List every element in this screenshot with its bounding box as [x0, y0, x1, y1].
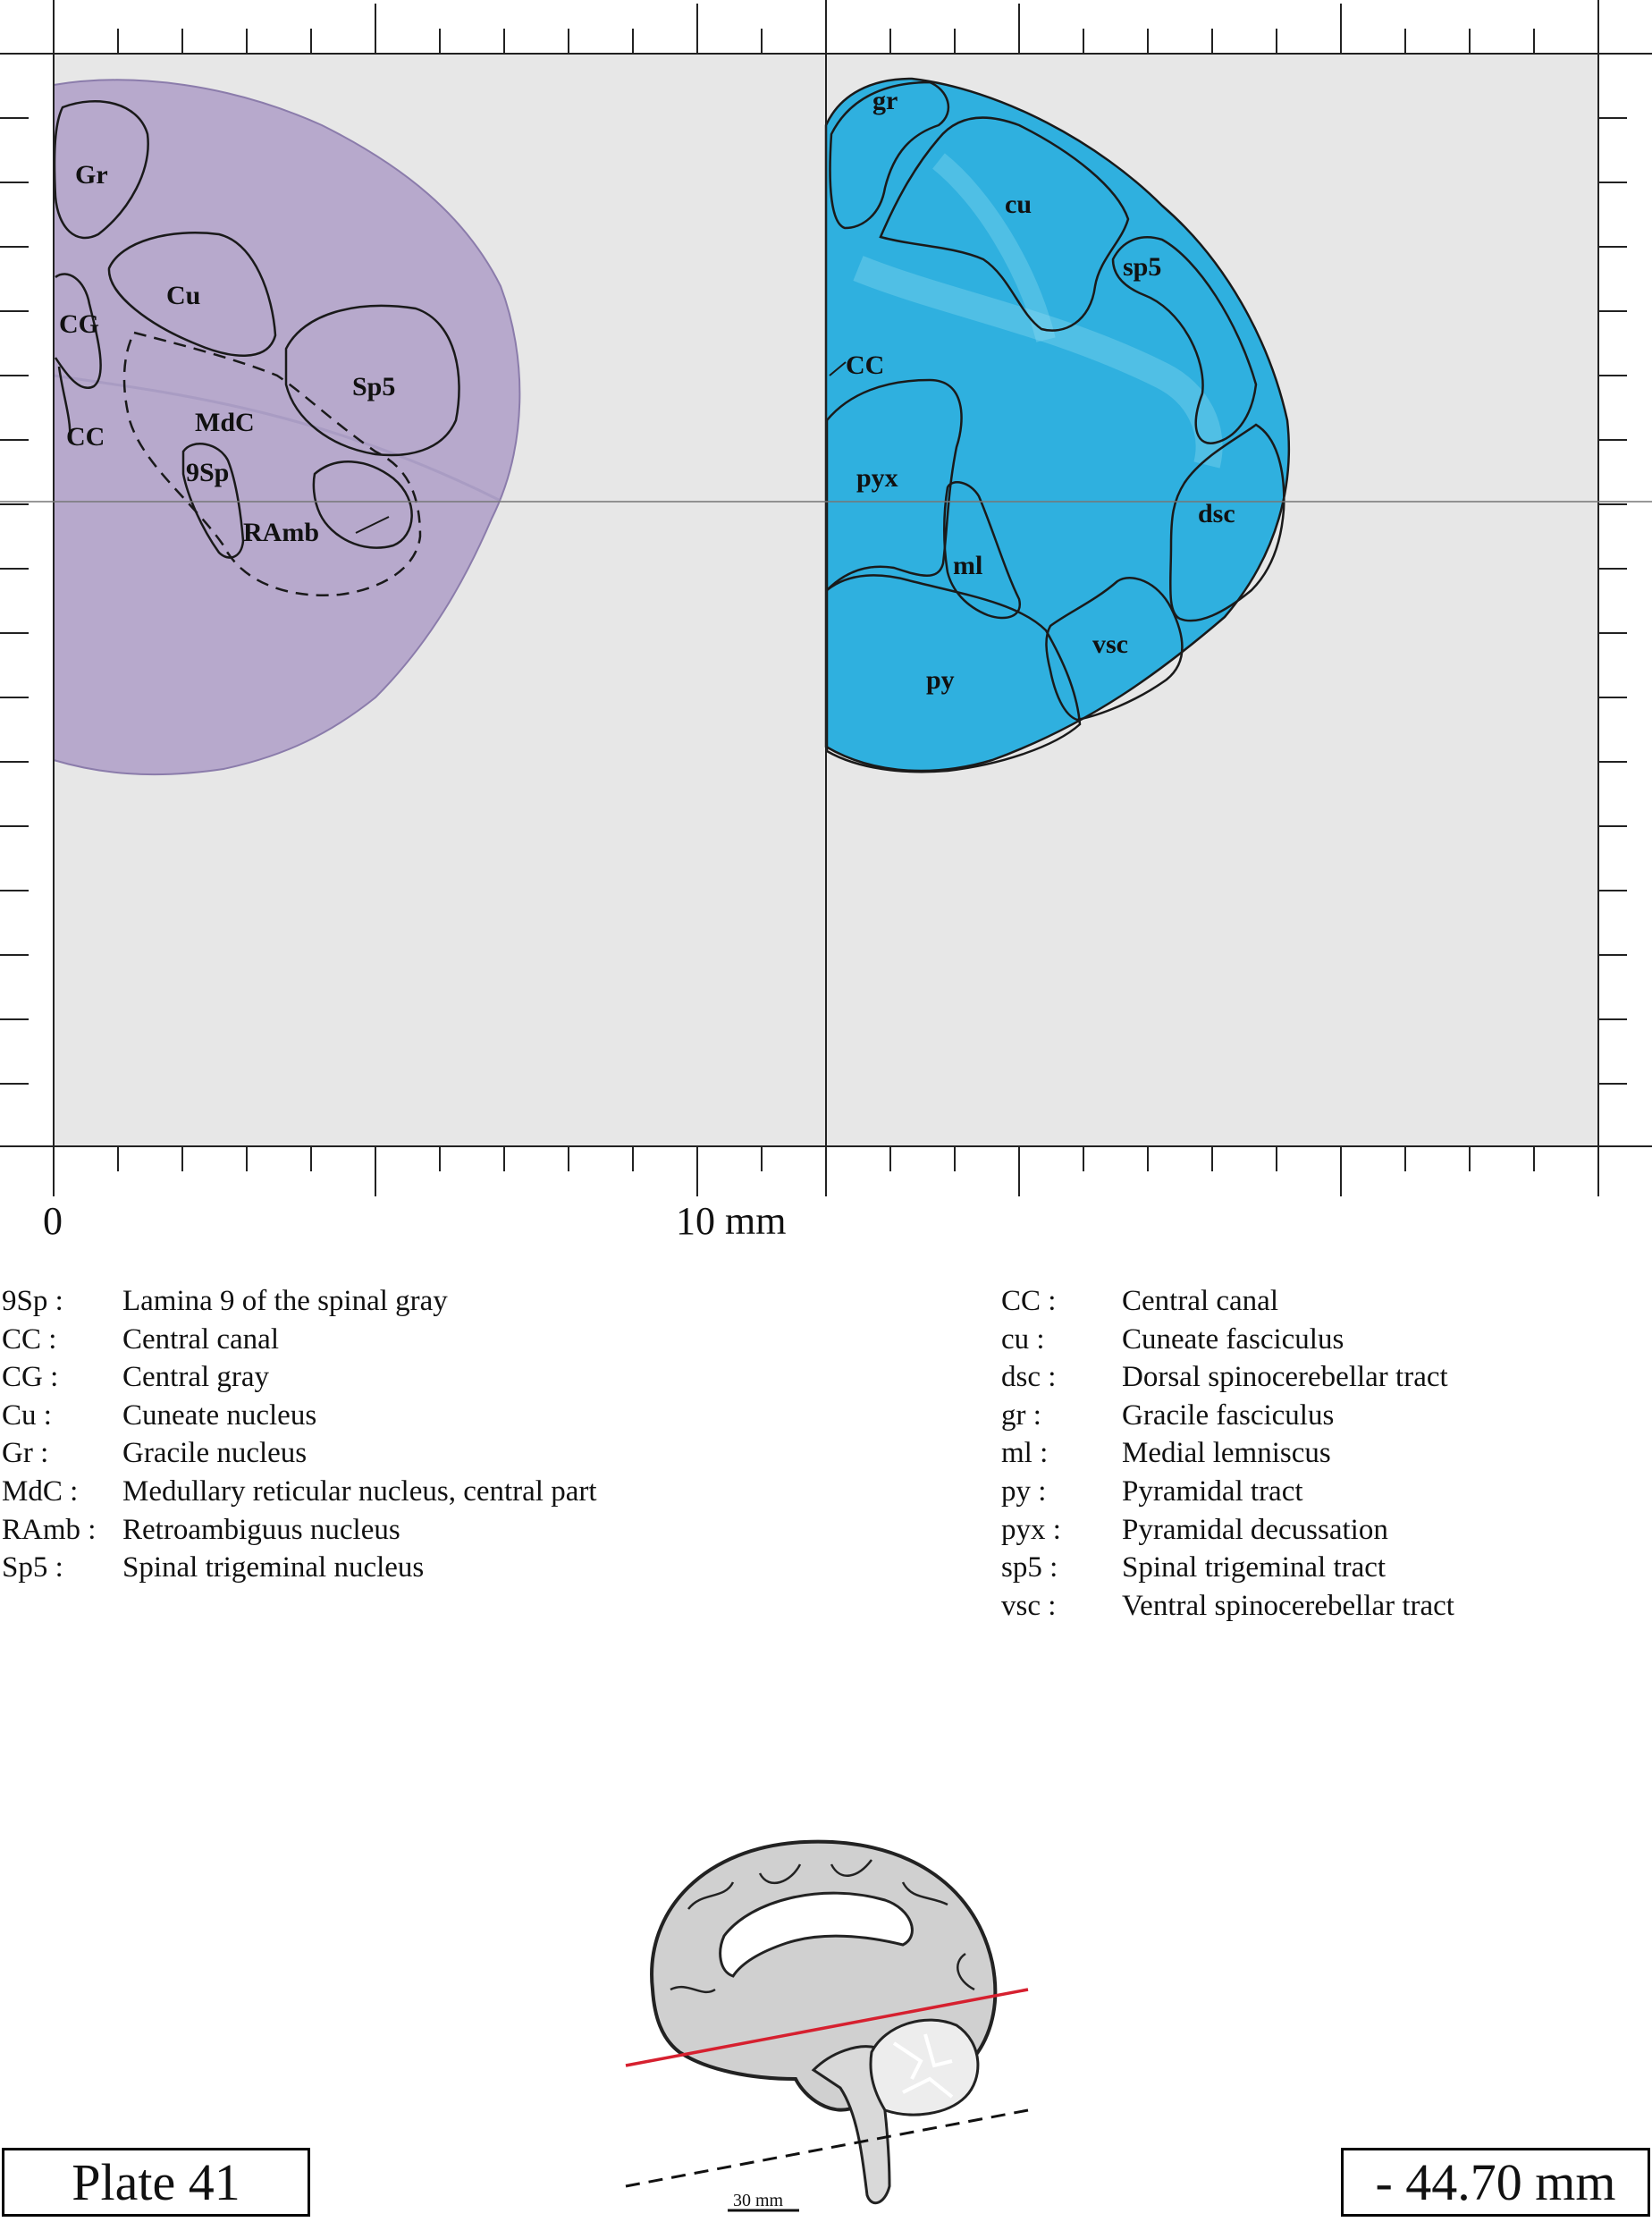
legend-left: [2, 1282, 597, 1587]
legend-row: [2, 1434, 597, 1473]
legend-abbr: sp5 :: [1001, 1551, 1058, 1584]
legend-name: Dorsal spinocerebellar tract: [1122, 1361, 1448, 1394]
label-gr-tract: gr: [872, 86, 898, 115]
legend-abbr: vsc :: [1001, 1589, 1057, 1622]
label-9sp: 9Sp: [186, 458, 230, 487]
legend-name: Central canal: [1122, 1285, 1278, 1317]
legend-row: [1001, 1434, 1454, 1473]
legend-name: Gracile fasciculus: [1122, 1398, 1335, 1432]
label-cc-nissl: CC: [66, 422, 105, 452]
legend-abbr: Gr :: [2, 1437, 49, 1470]
legend-abbr: dsc :: [1001, 1361, 1057, 1394]
legend-abbr: py :: [1001, 1474, 1047, 1508]
legend-row: [1001, 1282, 1454, 1321]
legend-abbr: RAmb :: [2, 1513, 97, 1546]
legend-abbr: gr :: [1001, 1398, 1041, 1432]
legend-abbr: CG :: [2, 1361, 59, 1394]
legend-row: [1001, 1358, 1454, 1397]
sagittal-brain-inset: [617, 1811, 1046, 2222]
legend-abbr: CC :: [1001, 1285, 1057, 1317]
legend-name: Central gray: [122, 1361, 270, 1394]
legend-name: Pyramidal decussation: [1122, 1513, 1388, 1546]
label-ramb: RAmb: [243, 518, 320, 547]
legend-name: Spinal trigeminal tract: [1122, 1551, 1386, 1584]
scale-zero: 0: [43, 1199, 63, 1243]
legend-name: Medullary reticular nucleus, central part: [122, 1474, 597, 1508]
legend-row: [1001, 1511, 1454, 1550]
coordinate-label: - 44.70 mm: [1341, 2148, 1650, 2217]
legend-right: [1001, 1282, 1454, 1625]
legend-abbr: CC :: [2, 1322, 57, 1356]
scale-ten: 10 mm: [676, 1199, 787, 1243]
legend-row: [1001, 1587, 1454, 1626]
legend-abbr: ml :: [1001, 1437, 1049, 1470]
legend-row: [2, 1397, 597, 1435]
brain-outline: [652, 1842, 995, 2203]
legend-name: Spinal trigeminal nucleus: [122, 1551, 425, 1584]
label-vsc: vsc: [1092, 629, 1128, 659]
label-py: py: [926, 665, 955, 695]
legend-row: [2, 1321, 597, 1359]
label-dsc: dsc: [1198, 499, 1235, 528]
legend-row: [2, 1358, 597, 1397]
label-sp5: Sp5: [352, 372, 396, 401]
label-mdc: MdC: [195, 408, 255, 437]
legend-name: Gracile nucleus: [122, 1437, 308, 1470]
legend-name: Central canal: [122, 1322, 279, 1356]
legend-row: [1001, 1473, 1454, 1511]
legend-abbr: cu :: [1001, 1322, 1045, 1356]
legend-row: [1001, 1321, 1454, 1359]
legend-name: Ventral spinocerebellar tract: [1122, 1589, 1454, 1622]
legend-name: Cuneate fasciculus: [1122, 1322, 1344, 1356]
label-sp5-tract: sp5: [1123, 252, 1162, 282]
legend-abbr: Cu :: [2, 1398, 52, 1432]
legend-name: Cuneate nucleus: [122, 1398, 317, 1432]
legend-name: Lamina 9 of the spinal gray: [122, 1285, 448, 1317]
legend-name: Medial lemniscus: [1122, 1437, 1331, 1470]
legend-row: [2, 1282, 597, 1321]
label-cu-tract: cu: [1005, 190, 1032, 219]
legend-abbr: Sp5 :: [2, 1551, 63, 1584]
label-gr: Gr: [75, 160, 108, 190]
legend-name: Pyramidal tract: [1122, 1474, 1303, 1508]
label-pyx: pyx: [856, 463, 898, 493]
label-cg: CG: [59, 309, 99, 339]
legend-abbr: MdC :: [2, 1474, 79, 1508]
legend-row: [1001, 1397, 1454, 1435]
legend-abbr: 9Sp :: [2, 1285, 63, 1317]
reference-dashed-line: [626, 2110, 1028, 2186]
plate-label: Plate 41: [2, 2148, 310, 2217]
legend-row: [1001, 1549, 1454, 1587]
inset-scale-label: 30 mm: [733, 2191, 784, 2210]
label-cc-myelin: CC: [846, 351, 885, 380]
label-ml: ml: [953, 551, 983, 580]
legend-row: [2, 1549, 597, 1587]
legend-name: Retroambiguus nucleus: [122, 1513, 400, 1546]
legend-row: [2, 1511, 597, 1550]
legend-row: [2, 1473, 597, 1511]
legend-abbr: pyx :: [1001, 1513, 1061, 1546]
label-cu: Cu: [166, 281, 201, 310]
